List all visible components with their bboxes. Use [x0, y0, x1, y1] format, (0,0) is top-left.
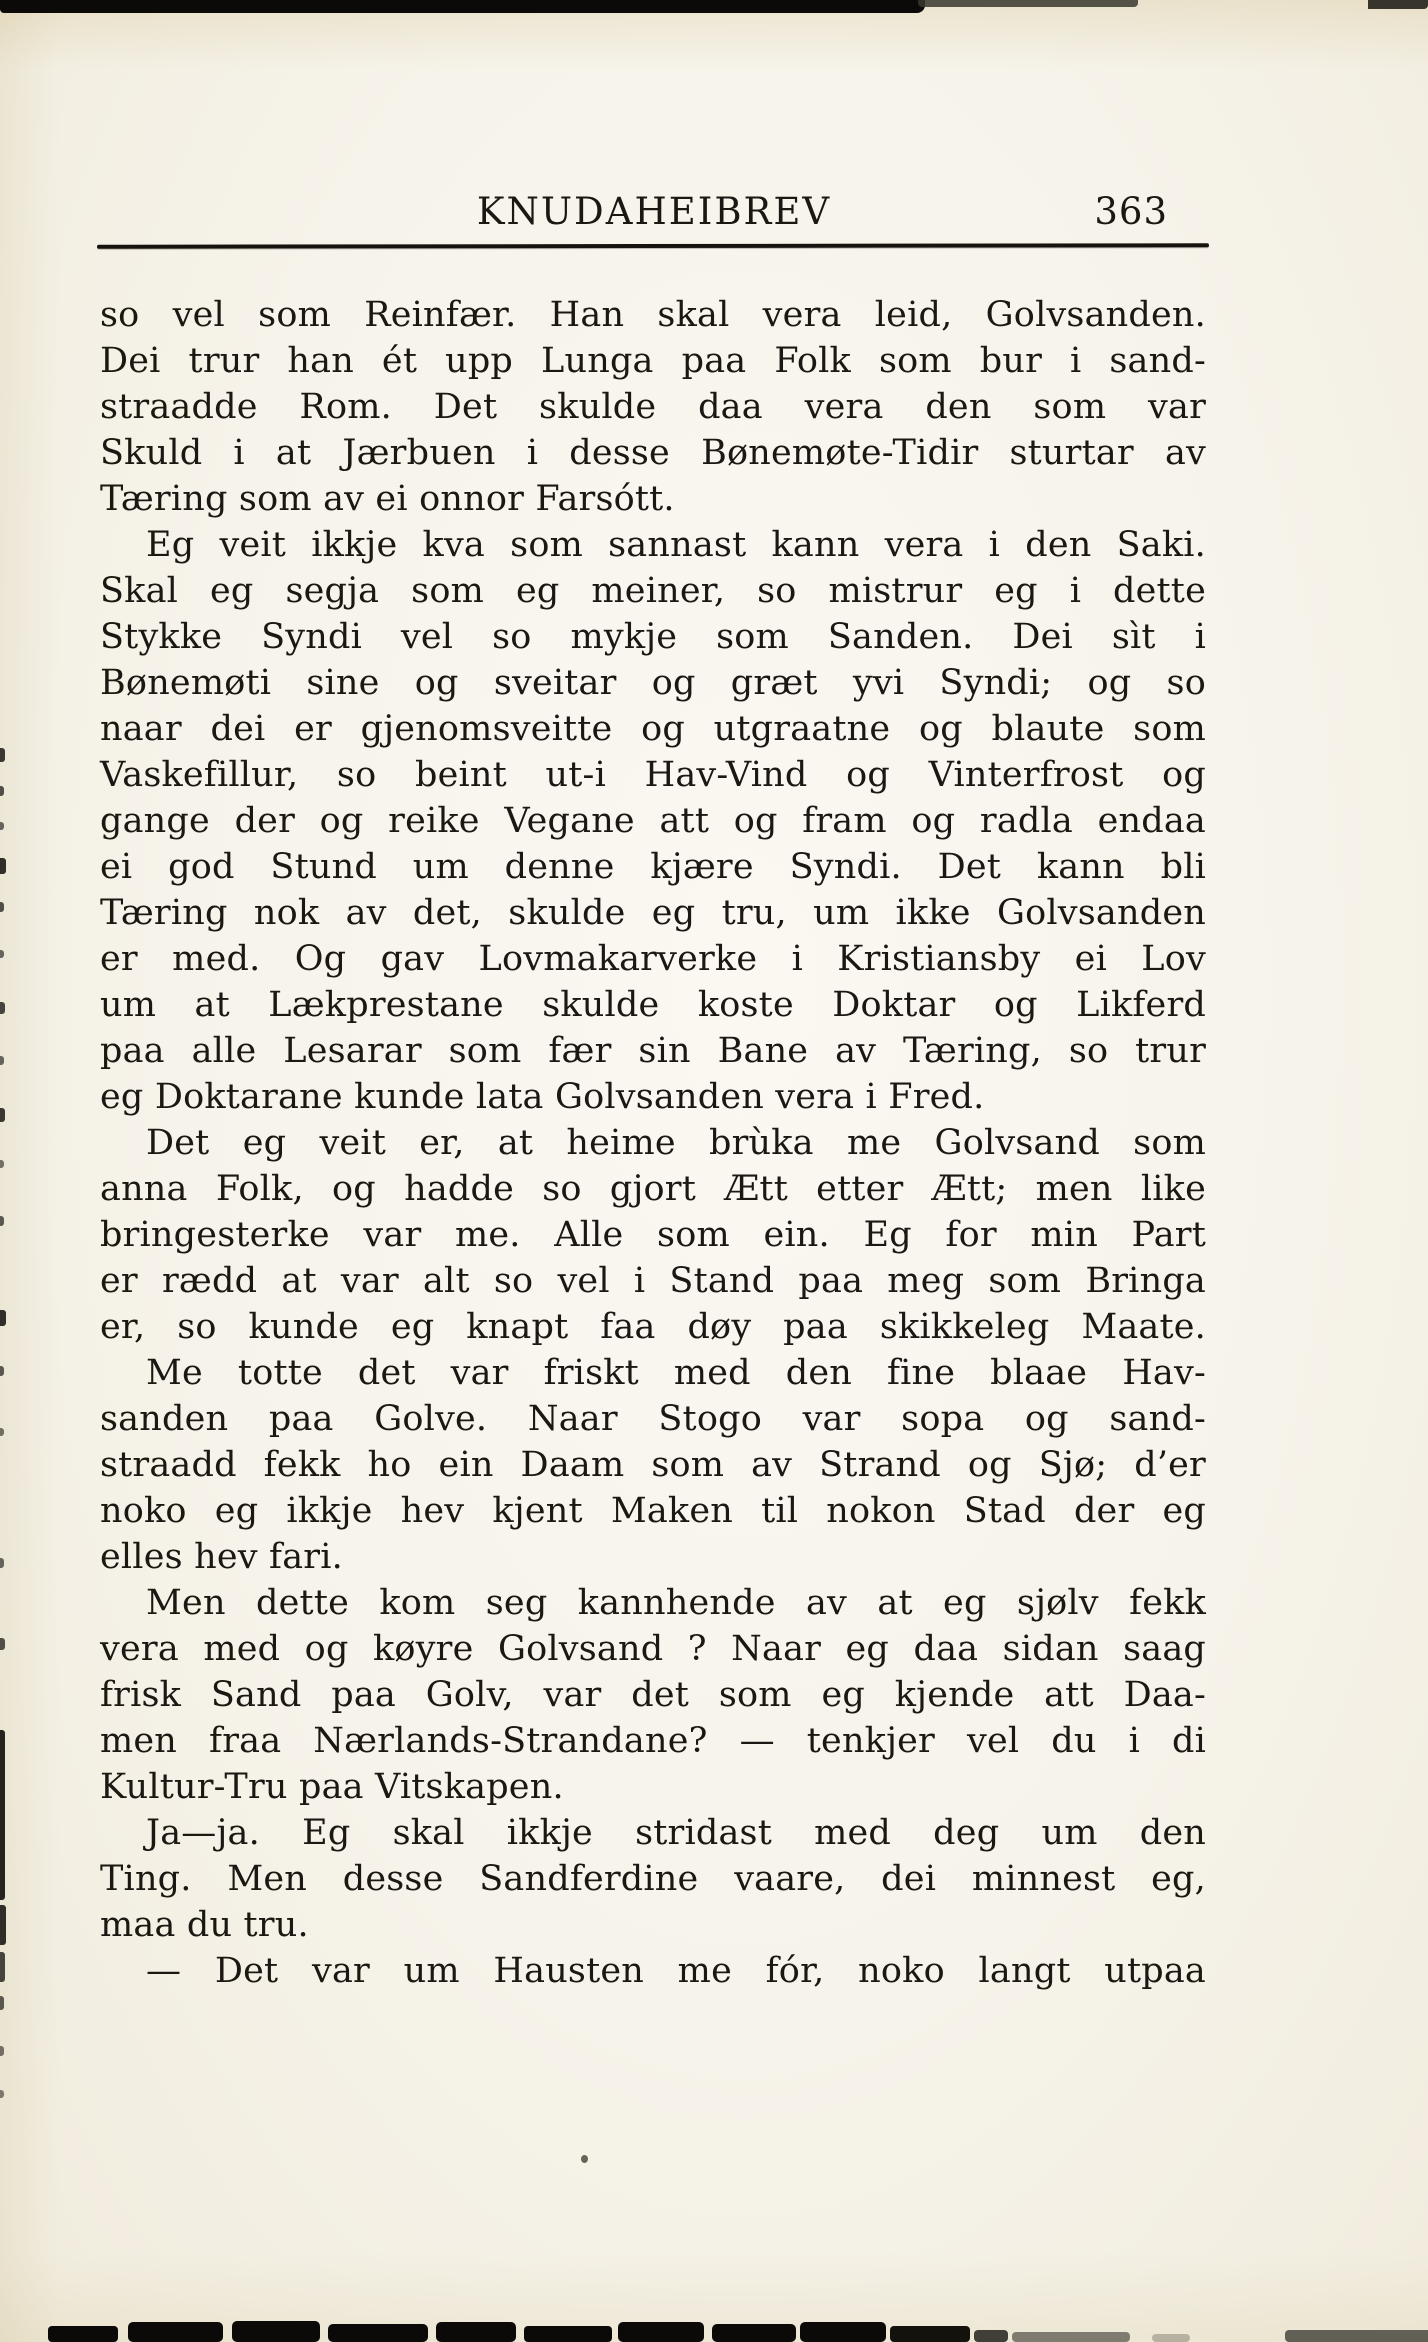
- scan-edge-artifact: [0, 822, 4, 830]
- text-line: gange der og reike Vegane att og fram og radla endaa: [100, 801, 1206, 841]
- text-line: — Det var um Hausten me fór, noko langt utpaa: [146, 1951, 1206, 1991]
- text-line: paa alle Lesarar som fær sin Bane av Tæring, so trur: [100, 1031, 1206, 1071]
- scan-edge-artifact: [436, 2322, 516, 2342]
- text-line: ei god Stund um denne kjære Syndi. Det kann bli: [100, 847, 1206, 887]
- text-line: frisk Sand paa Golv, var det som eg kjende att Daa-: [100, 1675, 1206, 1715]
- scan-edge-artifact: [890, 2326, 970, 2342]
- header-rule: [97, 243, 1209, 249]
- scan-edge-artifact: [918, 0, 1138, 7]
- scan-edge-artifact: [0, 858, 6, 874]
- text-line: eg Doktarane kunde lata Golvsanden vera i Fred.: [100, 1077, 985, 1117]
- text-line: Stykke Syndi vel so mykje som Sanden. Dei sìt i: [100, 617, 1206, 657]
- text-line: Dei trur han ét upp Lunga paa Folk som bur i sand-: [100, 341, 1206, 381]
- scan-edge-artifact: [0, 950, 4, 958]
- text-line: noko eg ikkje hev kjent Maken til nokon Stad der eg: [100, 1491, 1206, 1531]
- text-line: Eg veit ikkje kva som sannast kann vera i den Saki.: [146, 525, 1206, 565]
- scan-edge-artifact: [232, 2321, 320, 2342]
- text-line: um at Lækprestane skulde koste Doktar og Likferd: [100, 985, 1206, 1025]
- scan-edge-artifact: [1152, 2334, 1190, 2342]
- text-line: Tæring som av ei onnor Farsótt.: [100, 479, 675, 519]
- text-line: Ja—ja. Eg skal ikkje stridast med deg um den: [146, 1813, 1206, 1853]
- scan-edge-artifact: [0, 1952, 5, 1982]
- text-line: Bønemøti sine og sveitar og græt yvi Syndi; og so: [100, 663, 1206, 703]
- scan-edge-artifact: [0, 786, 4, 796]
- scan-edge-artifact: [0, 1310, 6, 1326]
- scan-edge-artifact: [712, 2324, 796, 2342]
- text-line: Tæring nok av det, skulde eg tru, um ikke Golvsanden: [100, 893, 1206, 933]
- text-line: er rædd at var alt so vel i Stand paa meg som Bringa: [100, 1261, 1206, 1301]
- scan-edge-artifact: [524, 2326, 612, 2342]
- text-line: Det eg veit er, at heime brùka me Golvsand som: [146, 1123, 1206, 1163]
- scan-edge-artifact: [0, 0, 925, 13]
- text-line: Skuld i at Jærbuen i desse Bønemøte-Tidir sturtar av: [100, 433, 1206, 473]
- scan-edge-artifact: [618, 2322, 704, 2342]
- scan-edge-artifact: [48, 2326, 118, 2342]
- page-body: [100, 292, 1206, 1994]
- scan-edge-artifact: [0, 748, 5, 762]
- text-line: so vel som Reinfær. Han skal vera leid, Golvsanden.: [100, 295, 1206, 335]
- text-line: sanden paa Golve. Naar Stogo var sopa og sand-: [100, 1399, 1206, 1439]
- text-line: naar dei er gjenomsveitte og utgraatne og blaute som: [100, 709, 1206, 749]
- scan-edge-artifact: [0, 1216, 4, 1226]
- scan-edge-artifact: [974, 2330, 1008, 2342]
- scan-edge-artifact: [0, 1428, 4, 1436]
- page-title: KNUDAHEIBREV: [476, 190, 832, 233]
- text-line: Vaskefillur, so beint ut-i Hav-Vind og Vinterfrost og: [100, 755, 1206, 795]
- scan-edge-artifact: [0, 1108, 5, 1122]
- scan-edge-artifact: [0, 1002, 5, 1014]
- text-line: elles hev fari.: [100, 1537, 343, 1577]
- scan-edge-artifact: [1012, 2332, 1130, 2342]
- text-line: Ting. Men desse Sandferdine vaare, dei minnest eg,: [100, 1859, 1206, 1899]
- scan-edge-artifact: [0, 1056, 4, 1065]
- scan-edge-artifact: [800, 2322, 886, 2342]
- text-line: maa du tru.: [100, 1905, 309, 1945]
- text-line: straadde Rom. Det skulde daa vera den som var: [100, 387, 1206, 427]
- scan-edge-artifact: [0, 2046, 4, 2056]
- scan-edge-artifact: [0, 1160, 4, 1168]
- text-line: Skal eg segja som eg meiner, so mistrur eg i dette: [100, 571, 1206, 611]
- text-line: straadd fekk ho ein Daam som av Strand og Sjø; d’er: [100, 1445, 1206, 1485]
- scan-edge-artifact: [328, 2324, 428, 2342]
- scan-edge-artifact: [0, 1366, 4, 1376]
- scan-edge-artifact: [1368, 0, 1428, 9]
- text-line: Me totte det var friskt med den fine blaae Hav-: [146, 1353, 1206, 1393]
- page-number: 363: [1094, 190, 1168, 233]
- scan-edge-artifact: [0, 1905, 6, 1945]
- text-line: er, so kunde eg knapt faa døy paa skikkeleg Maate.: [100, 1307, 1206, 1347]
- scan-edge-artifact: [0, 1558, 4, 1568]
- scan-edge-artifact: [581, 2155, 588, 2163]
- scan-edge-artifact: [128, 2322, 223, 2342]
- text-line: anna Folk, og hadde so gjort Ætt etter Ætt; men like: [100, 1169, 1206, 1209]
- text-line: Men dette kom seg kannhende av at eg sjølv fekk: [146, 1583, 1206, 1623]
- text-line: er med. Og gav Lovmakarverke i Kristiansby ei Lov: [100, 939, 1206, 979]
- text-line: Kultur-Tru paa Vitskapen.: [100, 1767, 564, 1807]
- scan-edge-artifact: [0, 1730, 5, 1900]
- text-line: vera med og køyre Golvsand ? Naar eg daa sidan saag: [100, 1629, 1206, 1669]
- text-line: bringesterke var me. Alle som ein. Eg for min Part: [100, 1215, 1206, 1255]
- running-header: [100, 188, 1208, 238]
- scan-edge-artifact: [0, 2090, 4, 2098]
- scan-edge-artifact: [0, 1996, 4, 2010]
- text-line: men fraa Nærlands-Strandane? — tenkjer vel du i di: [100, 1721, 1206, 1761]
- scan-edge-artifact: [1285, 2330, 1428, 2342]
- scan-edge-artifact: [0, 1638, 5, 1650]
- scan-edge-artifact: [0, 902, 4, 912]
